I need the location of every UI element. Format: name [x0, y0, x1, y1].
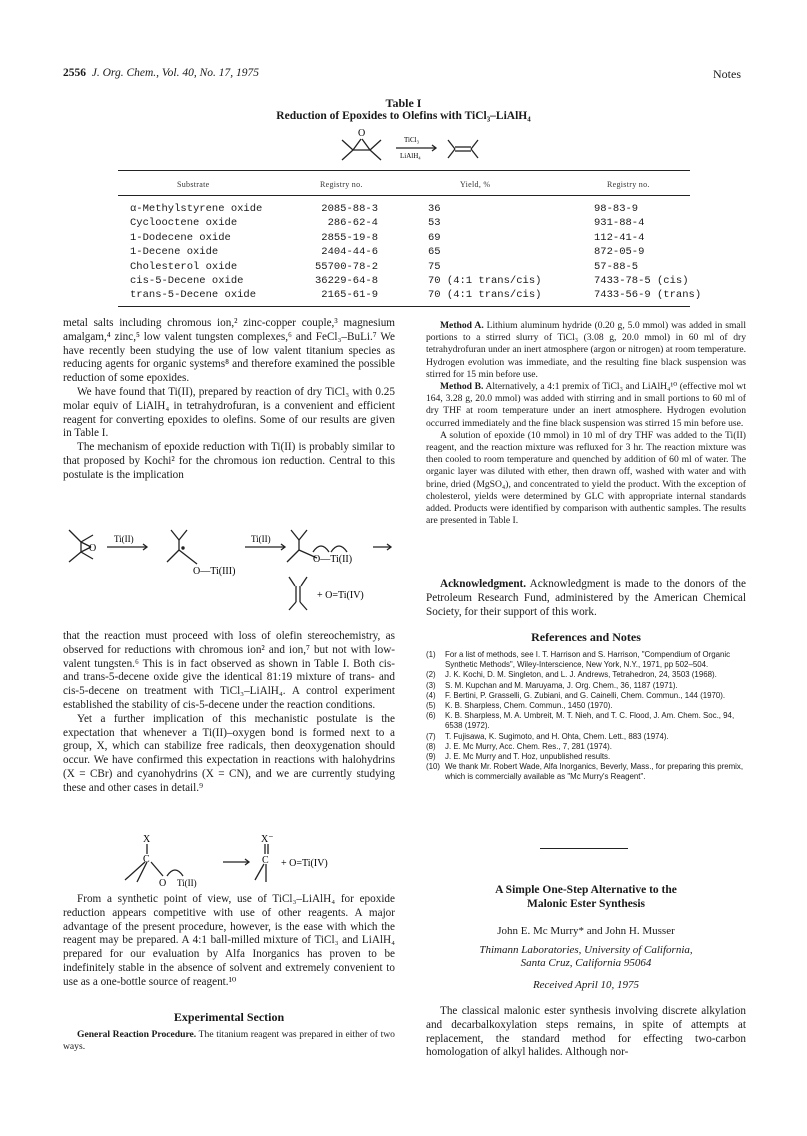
discussion-paragraphs: [63, 630, 395, 796]
list-item: (1) For a list of methods, see I. T. Harrison and S. Harrison, "Compendium of Organic Synthetic Methods", Wiley-Interscience, New York, N.Y., 1971, pp 502–504.: [426, 650, 731, 670]
method-a-text: Lithium aluminum hydride (0.20 g, 5.0 mmol) was added in small portions to a stirred slurry of TiCl₃ (3.08 g, 20.0 mmol) in 60 ml of dry tetrahydrofuran under an inert atmosphere (argon or nitrogen) at room temperature. Hydrogen evolution was immediate, and the resulting fine black suspension was stirred for 15 min before use.: [426, 320, 746, 380]
scheme2-product: + O=Ti(IV): [281, 858, 328, 869]
table-cell: 1-Decene oxide: [130, 246, 219, 259]
col-header-yield: Yield, %: [460, 180, 491, 189]
scheme-reagent-top: TiCl₃: [404, 136, 420, 144]
table-top-rule: [118, 170, 690, 171]
list-item: (4) F. Bertini, P. Grasselli, G. Zubiani, and G. Cainelli, Chem. Commun., 144 (1970).: [426, 690, 726, 700]
table-header-rule: [118, 195, 690, 196]
scheme-c2-label: C: [262, 855, 269, 866]
paragraph: that the reaction must proceed with loss of olefin stereochemistry, as observed for reductions with chromous ion² and ion,⁷ but not with low-valent tungsten.⁶ This is in fact observed as shown in Table I. Both cis- and trans-5-decene oxide give the identical 81:19 mixture of trans- and cis-5-decene on treatment with TiCl₃–LiAlH₄. A control experiment established the stability of cis-5-decene under the reaction conditions.: [63, 630, 395, 711]
table-cell: 70 (4:1 trans/cis): [428, 274, 542, 287]
scheme-product: + O=Ti(IV): [317, 590, 364, 601]
scheme-ti-label-1: Ti(II): [114, 534, 134, 544]
general-procedure: [63, 1029, 395, 1053]
affiliation-line-1: Thimann Laboratories, University of California,: [479, 944, 693, 956]
list-item: (5) K. B. Sharpless, Chem. Commun., 1450 (1970).: [426, 701, 613, 711]
workup-paragraph: A solution of epoxide (10 mmol) in 10 ml of dry THF was added to the Ti(II) reagent, and the reaction mixture was refluxed for 3 hr. The reaction mixture was then cooled to room temperature and quenched by addition of 60 ml of water. The organic layer was diluted with ether, then drawn off, washed with water and with brine, dried (MgSO₄), and concentrated to yield the product. With the exception of cholesterol, yields were determined by GLC with appropriate internal standards added. Products were identified by comparison with authentic samples. The results are presented in Table I.: [426, 429, 746, 527]
halohydrin-scheme: [115, 832, 355, 888]
methods-block: [426, 320, 746, 527]
table-cell: 2855-19-8: [321, 231, 378, 244]
table-cell: 53: [428, 217, 441, 230]
scheme-ti3-label: O—Ti(III): [193, 566, 236, 577]
scheme-ti-label-2: Ti(II): [251, 534, 271, 544]
table-cell: 2085-88-3: [321, 203, 378, 215]
table-bottom-rule: [118, 306, 690, 307]
paragraph: The mechanism of epoxide reduction with Ti(II) is probably similar to that proposed by Kochi² for the chromous ion reduction. Central to this postulate is the implication: [63, 441, 395, 481]
procedure-text: The titanium reagent was prepared in either of two ways.: [63, 1029, 395, 1053]
section-divider: [540, 848, 628, 849]
synthetic-paragraph: [63, 893, 395, 990]
list-item: (2) J. K. Kochi, D. M. Singleton, and L. J. Andrews, Tetrahedron, 24, 3503 (1968).: [426, 670, 717, 680]
table-cell: 69: [428, 231, 441, 244]
table-cell: 55700-78-2: [314, 260, 378, 273]
article-title-line-1: A Simple One-Step Alternative to the: [495, 884, 677, 896]
experimental-heading: Experimental Section: [173, 1010, 285, 1024]
table-cell: 57-88-5: [594, 260, 639, 273]
substrate-column: [130, 202, 262, 303]
acknowledgment: [426, 578, 746, 619]
ack-label: Acknowledgment.: [440, 578, 527, 590]
registry-column-1: [304, 202, 378, 303]
table-cell: Cholesterol oxide: [130, 260, 238, 273]
scheme-oxygen-label: O: [358, 128, 366, 139]
received-date: Received April 10, 1975: [532, 979, 640, 991]
method-a-label: Method A.: [440, 320, 484, 331]
table-cell: 872-05-9: [594, 246, 645, 259]
table-cell: 65: [428, 246, 441, 259]
paragraph: metal salts including chromous ion,² zinc-copper couple,³ magnesium amalgam,⁴ zinc,⁵ low valent tungsten complexes,⁶ and FeCl₃–BuLi.⁷ We have recently been studying the use of low valent titanium species as reducing agents for organic systems⁸ and therefore examined the possible reduction of some epoxides.: [63, 317, 395, 385]
paragraph: From a synthetic point of view, use of TiCl₃–LiAlH₄ for epoxide reduction appears competitive with use of other reagents. A major advantage of the present procedure, however, is the ease with which the reagent may be prepared. A 4:1 ball-milled mixture of TiCl₃ and LiAlH₄ prepared for our evaluation by Alfa Inorganics has proven to be indefinitely stable in the absence of solvent and extremely convenient to use as a one-bottle source of reagent.¹⁰: [63, 893, 395, 988]
references-list: [426, 650, 746, 783]
paragraph: Yet a further implication of this mechanistic postulate is the expectation that whenever a Ti(II)–oxygen bond is formed next to a group, X, which can stabilize free radicals, then deoxygenation should occur. We have confirmed this expectation in reactions with halohydrins (X = CBr) and cyanohydrins (X = CN), and we are currently studying these and other cases in detail.⁹: [63, 712, 395, 794]
intro-paragraphs: [63, 317, 395, 483]
registry-column-2: [594, 202, 701, 303]
table-subtitle: Reduction of Epoxides to Olefins with TiCl₃–LiAlH₄: [276, 110, 531, 122]
list-item: (3) S. M. Kupchan and M. Maruyama, J. Org. Chem., 36, 1187 (1971).: [426, 680, 678, 690]
table-cell: 36229-64-8: [314, 274, 378, 287]
scheme-x-label: X: [143, 834, 151, 845]
col-header-registry-1: Registry no.: [320, 180, 363, 189]
mechanism-scheme: [63, 522, 395, 614]
scheme-o2-label: O: [159, 878, 167, 888]
page-number: 2556: [63, 67, 86, 79]
references-heading: References and Notes: [531, 630, 641, 644]
list-item: (10) We thank Mr. Robert Wade, Alfa Inorganics, Beverly, Mass., for preparing this premix, which is commercially available as "Mc Murry's Reagent".: [426, 762, 744, 782]
scheme-ti2-label: Ti(II): [177, 878, 197, 888]
table-cell: 1-Dodecene oxide: [130, 231, 231, 244]
running-header: [63, 67, 259, 79]
table-cell: α-Methylstyrene oxide: [130, 203, 263, 215]
journal-citation: J. Org. Chem., Vol. 40, No. 17, 1975: [91, 67, 260, 79]
procedure-label: General Reaction Procedure.: [77, 1029, 197, 1040]
article-title-line-2: Malonic Ester Synthesis: [527, 898, 645, 910]
table-cell: 75: [428, 260, 441, 273]
table-cell: 7433-56-9 (trans): [594, 289, 702, 302]
scheme-xminus-label: X⁻: [261, 834, 274, 845]
scheme-ti-complex: O—Ti(II): [313, 554, 353, 565]
col-header-substrate: Substrate: [177, 180, 210, 189]
list-item: (6) K. B. Sharpless, M. A. Umbreit, M. T. Nieh, and T. C. Flood, J. Am. Chem. Soc., 94, 6538 (1972).: [426, 711, 735, 731]
table-cell: 98-83-9: [594, 203, 639, 215]
list-item: (9) J. E. Mc Murry and T. Hoz, unpublished results.: [426, 752, 611, 762]
affiliation-line-2: Santa Cruz, California 95064: [520, 957, 652, 969]
abstract: [426, 1005, 746, 1060]
scheme-reagent-bottom: LiAlH₄: [400, 152, 421, 160]
table-cell: 286-62-4: [327, 217, 378, 230]
list-item: (8) J. E. Mc Murry, Acc. Chem. Res., 7, 281 (1974).: [426, 741, 612, 751]
scheme-c-label: C: [143, 854, 150, 865]
col-header-registry-2: Registry no.: [607, 180, 650, 189]
table-cell: cis-5-Decene oxide: [130, 274, 244, 287]
article-title: [426, 883, 746, 911]
table-cell: 2404-44-6: [321, 246, 378, 259]
method-b-label: Method B.: [440, 381, 484, 393]
table-reaction-scheme: [330, 126, 490, 170]
table-cell: 931-88-4: [594, 217, 645, 230]
table-cell: trans-5-Decene oxide: [130, 289, 257, 302]
ack-text: Acknowledgment is made to the donors of the Petroleum Research Fund, administered by the American Chemical Society, for their support of this work.: [426, 578, 746, 618]
table-cell: 7433-78-5 (cis): [594, 274, 689, 287]
table-cell: 36: [428, 203, 441, 215]
section-label: Notes: [713, 67, 741, 81]
affiliation: [426, 944, 746, 970]
method-b-text: Alternatively, a 4:1 premix of TiCl₃ and LiAlH₄¹⁰ (effective mol wt 164, 3.28 g, 20.0 mmol) was added with stirring and in small portions to 60 ml of dry THF at room temperature under an inert atmosphere. Hydrogen evolution occurred immediately and the fine black suspension was stirred 15 min before use.: [426, 381, 746, 429]
yield-column: [428, 202, 541, 303]
table-cell: 70 (4:1 trans/cis): [428, 289, 542, 302]
authors: John E. Mc Murry* and John H. Musser: [497, 925, 675, 937]
scheme-o-label: O: [89, 543, 97, 554]
list-item: (7) T. Fujisawa, K. Sugimoto, and H. Ohta, Chem. Lett., 883 (1974).: [426, 731, 669, 741]
paragraph: We have found that Ti(II), prepared by reaction of dry TiCl₃ with 0.25 molar equiv of LiAlH₄ in tetrahydrofuran, is a convenient and efficient reagent for converting epoxides to olefins. Some of our results are given in Table I.: [63, 385, 395, 440]
table-cell: 2165-61-9: [321, 289, 378, 302]
table-cell: Cyclooctene oxide: [130, 217, 238, 230]
table-title: Table I: [385, 96, 422, 110]
abstract-text: The classical malonic ester synthesis involving discrete alkylation and decarbalkoxylation steps remains, in spite of attempts at replacement, the standard method for effecting two-carbon homologation of alkyl halides. Although nor-: [426, 1005, 746, 1059]
table-cell: 112-41-4: [594, 231, 645, 244]
